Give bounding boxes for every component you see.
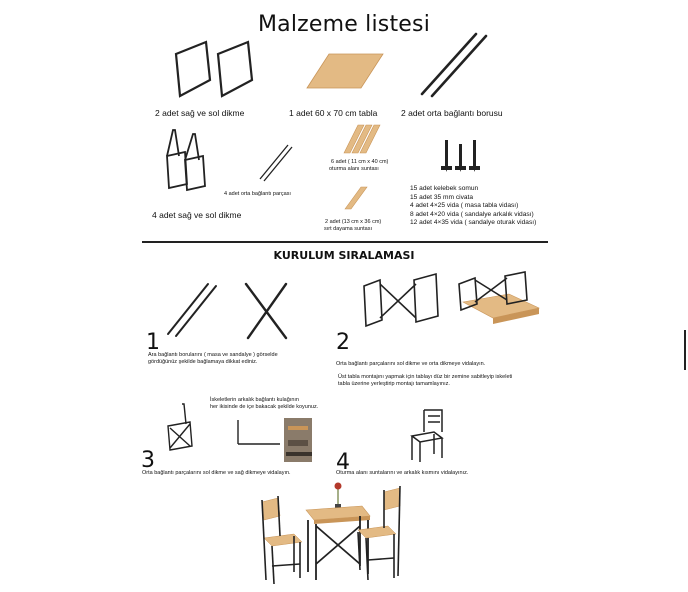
step3-chair-frame-illustration — [164, 402, 204, 452]
step3-note — [210, 397, 318, 411]
step2-description: Orta bağlantı parçalarını sol dikme ve orta dikmeye vidalayın. — [336, 361, 486, 367]
hardware-item: 15 adet kelebek somun — [410, 185, 479, 192]
step1-tubes-illustration — [164, 280, 224, 340]
center-tube-illustration — [418, 30, 498, 100]
step2-note-line: tabla üzerine yerleştirip montajı tamamlayınız. — [338, 381, 450, 387]
side-legs-label: 2 adet sağ ve sol dikme — [155, 108, 245, 118]
side-legs-illustration — [170, 40, 270, 100]
seat-slats-illustration — [336, 123, 386, 157]
back-slats-illustration — [341, 183, 371, 213]
step2-note — [338, 374, 512, 388]
chair-connector-illustration — [258, 143, 298, 183]
step2-table-illustration — [455, 270, 545, 340]
chair-connector-label: 4 adet orta bağlantı parçası — [224, 191, 291, 197]
hardware-illustration — [437, 138, 487, 178]
assembly-title: KURULUM SIRALAMASI — [273, 249, 415, 262]
step-number: 4 — [336, 450, 350, 475]
step2-note-line: Üst tabla montajını yapmak için tablayı düz bir zemine sabitleyip iskeleti — [338, 374, 513, 380]
hardware-item: 4 adet 4×25 vida ( masa tabla vidası) — [410, 202, 519, 210]
hardware-item: 15 adet 35 mm civata — [410, 193, 474, 201]
seat-slats-label-2: oturma alanı suntası — [329, 166, 379, 172]
final-set-illustration — [250, 476, 410, 586]
step2-frame-illustration — [360, 270, 450, 340]
step-number: 2 — [336, 330, 350, 355]
hardware-item: 12 adet 4×35 vida ( sandalye oturak vidası) — [410, 219, 537, 227]
step4-chair-illustration — [408, 408, 448, 464]
section-divider — [142, 241, 548, 243]
step-number: 1 — [146, 330, 160, 355]
table-top-illustration — [305, 52, 385, 92]
step1-text-line: Ara bağlantı borularını ( masa ve sandalye ) görselde — [148, 352, 278, 358]
step1-cross-illustration — [242, 280, 292, 344]
back-slats-label-2: sırt dayama suntası — [324, 226, 372, 232]
step3-detail-illustration — [236, 416, 316, 466]
step1-text-line: gördüğünüz şekilde bağlamaya dikkat ediniz. — [148, 359, 258, 365]
step-number: 3 — [141, 448, 155, 473]
hardware-list — [410, 185, 536, 228]
seat-slats-label-1: 6 adet ( 11 cm x 40 cm) — [331, 159, 389, 165]
page-title: Malzeme listesi — [257, 12, 431, 37]
edge-marker — [684, 330, 686, 370]
hardware-item: 8 adet 4×20 vida ( sandalye arkalık vidası) — [410, 210, 534, 218]
step1-description — [148, 352, 278, 366]
center-tube-label: 2 adet orta bağlantı borusu — [401, 108, 503, 118]
chair-legs-illustration — [163, 126, 223, 196]
chair-legs-label: 4 adet sağ ve sol dikme — [152, 210, 242, 220]
table-top-label: 1 adet 60 x 70 cm tabla — [289, 108, 378, 118]
step3-description: Orta bağlantı parçalarını sol dikme ve sağ dikmeye vidalayın. — [142, 470, 291, 476]
back-slats-label-1: 2 adet (13 cm x 36 cm) — [325, 219, 382, 225]
step3-note-line: İskeletlerin arkalık bağlantı kulağının — [210, 397, 299, 403]
step3-note-line: her ikisinde de içe bakacak şekilde koyunuz. — [210, 404, 319, 410]
step4-description: Oturma alanı suntalarını ve arkalık kısmını vidalayınız. — [336, 470, 469, 476]
